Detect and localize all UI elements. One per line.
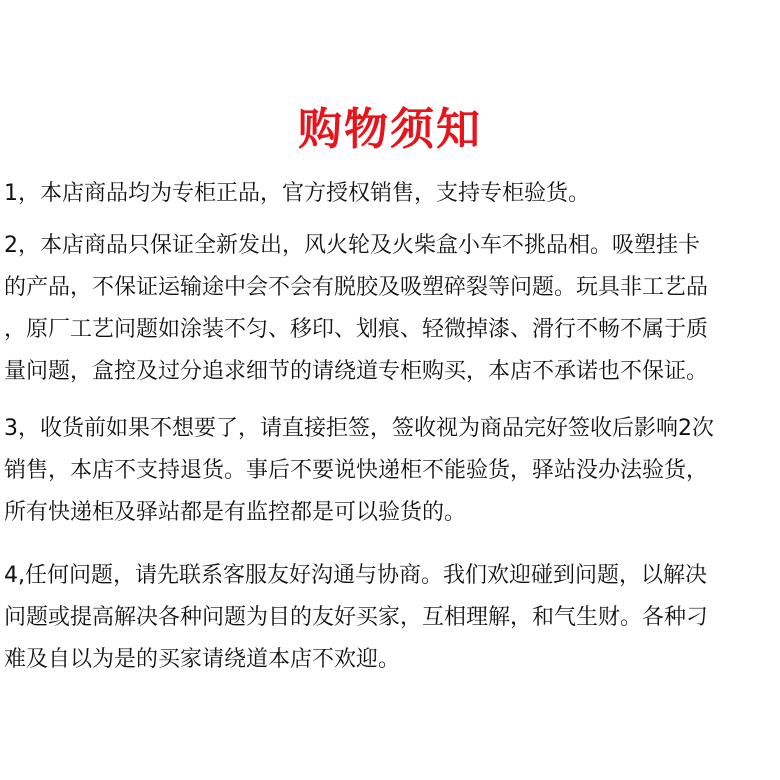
paragraph-line: 所有快递柜及驿站都是有监控都是可以验货的。 <box>4 500 467 525</box>
paragraph-line: 问题或提高解决各种问题为目的友好买家，互相理解，和气生财。各种刁 <box>4 605 709 630</box>
paragraph-line: 1，本店商品均为专柜正品，官方授权销售，支持专柜验货。 <box>4 181 590 206</box>
paragraph-line: 难及自以为是的买家请绕道本店不欢迎。 <box>4 647 401 672</box>
paragraph-line: 销售，本店不支持退货。事后不要说快递柜不能验货，驿站没办法验货， <box>4 458 709 483</box>
page-title: 购物须知 <box>298 104 482 155</box>
paragraph-line: 2，本店商品只保证全新发出，风火轮及火柴盒小车不挑品相。吸塑挂卡 <box>4 233 700 258</box>
paragraph-line: 量问题，盒控及过分追求细节的请绕道专柜购买，本店不承诺也不保证。 <box>4 359 709 384</box>
paragraph-line: 4,任何问题，请先联系客服友好沟通与协商。我们欢迎碰到问题，以解决 <box>4 563 707 588</box>
paragraph-line: 的产品，不保证运输途中会不会有脱胶及吸塑碎裂等问题。玩具非工艺品 <box>4 275 709 300</box>
paragraph-line: 3，收货前如果不想要了，请直接拒签，签收视为商品完好签收后影响2次 <box>4 416 714 441</box>
paragraph-line: ，原厂工艺问题如涂装不匀、移印、划痕、轻微掉漆、滑行不畅不属于质 <box>4 317 709 342</box>
